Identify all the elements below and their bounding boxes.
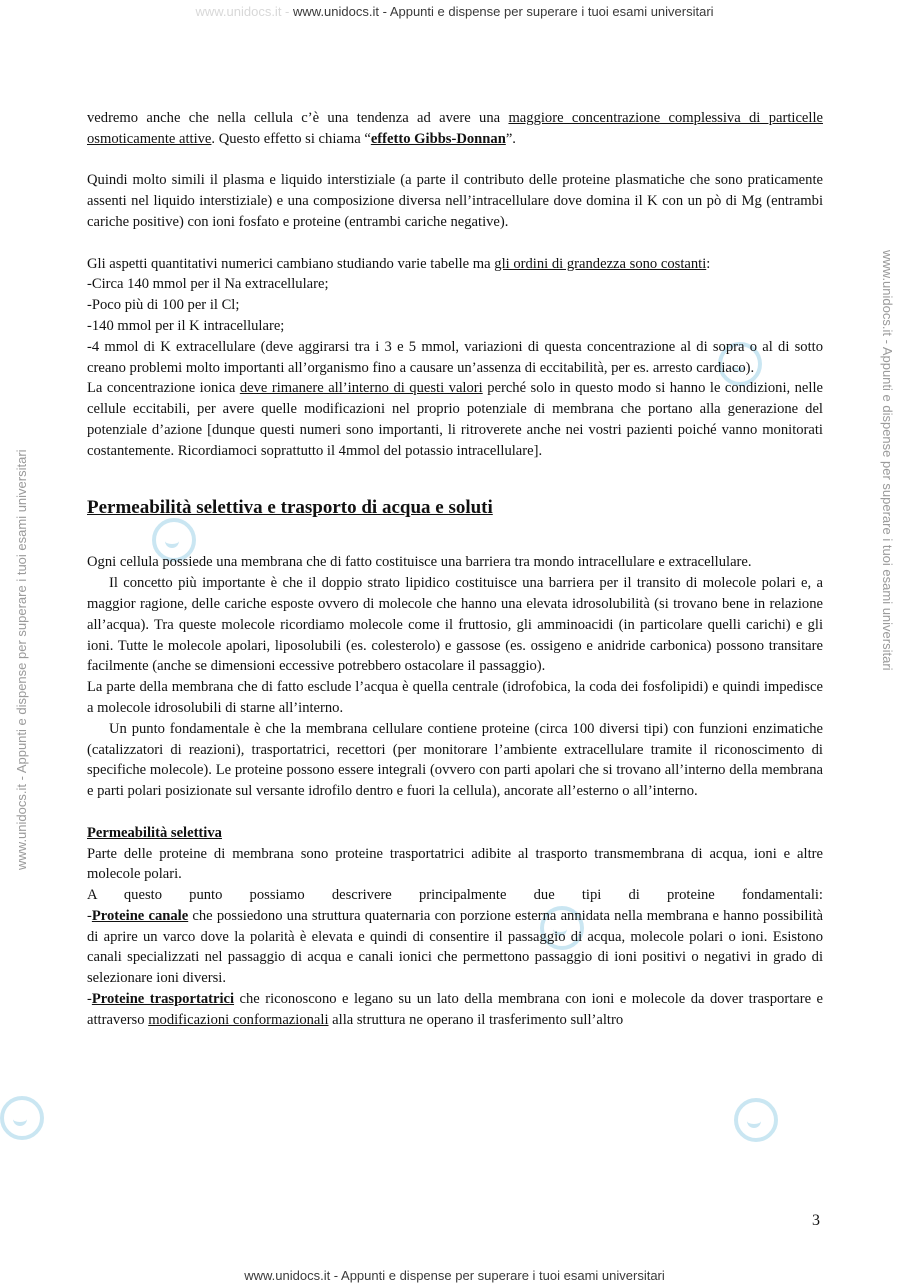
paragraph: Il concetto più importante è che il doppio strato lipidico costituisce una barriera per il transito di molecole polari e, a maggior ragione, delle cariche esposte ovvero di molecole che hanno una elevata idrosolubilità (si trovano bene in relazione all’acqua). Tra queste molecole ricordiamo molecole come il fruttosio, gli amminoacidi (in particolare quelli carichi) e gli ioni. Tutte le molecole apolari, liposolubili (es. colesterolo) e gassose (es. ossigeno e anidride carbonica) possono transitare facilmente (anche se dimensioni eccessive potrebbero ostacolare il passaggio). [87, 575, 823, 675]
paragraph: A questo punto possiamo descrivere principalmente due tipi di proteine fondamentali: [87, 887, 823, 904]
paragraph: Ogni cellula possiede una membrana che di fatto costituisce una barriera tra mondo intracellulare e extracellulare. [87, 554, 752, 571]
header-watermark: www.unidocs.it - www.unidocs.it - Appunti e dispense per superare i tuoi esami universitari [195, 4, 714, 19]
paragraph: vedremo anche che nella cellula c’è una tendenza ad avere una maggiore concentrazione complessiva di particelle osmoticamente attive. Questo effetto si chiama “effetto Gibbs-Donnan”. [87, 110, 823, 147]
paragraph: La parte della membrana che di fatto esclude l’acqua è quella centrale (idrofobica, la coda dei fosfolipidi) e quindi impedisce a molecole idrosolubili di starne all’interno. [87, 679, 823, 716]
paragraph: -Proteine trasportatrici che riconoscono e legano su un lato della membrana con ioni e molecole da dover trasportare e attraverso modificazioni conformazionali alla struttura ne operano il trasferimento sull’altro [87, 991, 824, 1028]
unidocs-logo-icon [734, 1098, 778, 1142]
effect-name: effetto Gibbs-Donnan [370, 130, 506, 147]
header-watermark-text: www.unidocs.it - Appunti e dispense per superare i tuoi esami universitari [293, 4, 714, 19]
right-side-watermark: www.unidocs.it - Appunti e dispense per superare i tuoi esami universitari [880, 250, 895, 671]
paragraph: Parte delle proteine di membrana sono proteine trasportatrici adibite al trasporto transmembrana di acqua, ioni e altre molecole polari. [87, 845, 823, 883]
footer-watermark: www.unidocs.it - Appunti e dispense per superare i tuoi esami universitari [244, 1268, 665, 1283]
paragraph: -Proteine canale che possiedono una struttura quaternaria con porzione esterna annidata nella membrana e hanno possibilità di aprire un varco dove la polarità è elevata e quindi di consentire il passaggio di acqua, molecole polari o ioni. Esistono canali specializzati nel passaggio di acqua e canali ionici che permettono passaggio di ioni positivi o negativi in grado di selezionare ioni diversi. [87, 907, 824, 987]
page-number: 3 [812, 1212, 820, 1229]
page-content [87, 108, 823, 1031]
list-item: -4 mmol di K extracellulare (deve aggirarsi tra i 3 e 5 mmol, variazioni di questa concentrazione al di sopra o al di sotto creano problemi molto importanti all’organismo fino a causare un’assenza di eccitabilità, per es. arresto cardiaco). [87, 338, 823, 376]
list-item: -140 mmol per il K intracellulare; [87, 317, 285, 334]
list-item: -Poco più di 100 per il Cl; [87, 297, 240, 314]
paragraph: Un punto fondamentale è che la membrana cellulare contiene proteine (circa 100 diversi tipi) con funzioni enzimatiche (catalizzatori di reazioni), trasportatrici, recettori (per monitorare l’ambiente extracellulare tramite il riconoscimento di specifiche molecole). Le proteine possono essere integrali (ovvero con parti apolari che si trovano all’interno della membrana e parti polari posizionate sul versante idrofilo dentro e fuori la cellula), ancorate all’esterno o all’interno. [87, 720, 823, 800]
paragraph: Gli aspetti quantitativi numerici cambiano studiando varie tabelle ma gli ordini di grandezza sono costanti: [87, 255, 711, 272]
left-side-watermark: www.unidocs.it - Appunti e dispense per superare i tuoi esami universitari [14, 449, 29, 870]
unidocs-logo-icon [0, 1096, 44, 1140]
list-item: -Circa 140 mmol per il Na extracellulare; [87, 276, 329, 293]
section-heading: Permeabilità selettiva e trasporto di acqua e soluti [87, 496, 493, 518]
subsection-heading: Permeabilità selettiva [87, 824, 222, 841]
paragraph: Quindi molto simili il plasma e liquido interstiziale (a parte il contributo delle proteine plasmatiche che sono praticamente assenti nel liquido interstiziale) e una composizione diversa nell’intracellulare dove domina il K con un pò di Mg (entrambi cariche positive) con ioni fosfato e proteine (entrambi cariche negative). [87, 172, 823, 230]
paragraph: La concentrazione ionica deve rimanere all’interno di questi valori perché solo in questo modo si hanno le condizioni, nelle cellule eccitabili, per avere quelle modificazioni nel proprio potenziale di membrana che portano alla generazione del potenziale d’azione [dunque questi numeri sono importanti, li ritroverete anche nei vostri pazienti poiché vanno monitorati costantemente. Ricordiamoci soprattutto il 4mmol del potassio intracellulare]. [87, 380, 823, 459]
